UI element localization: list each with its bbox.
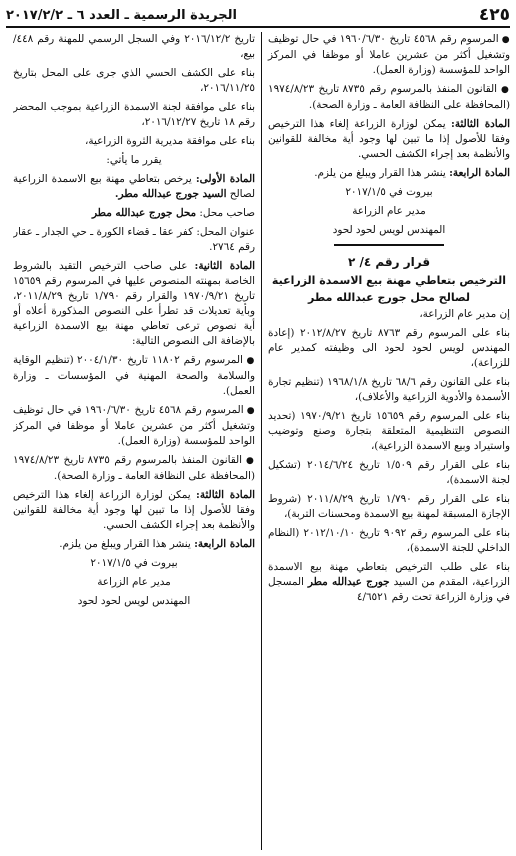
decision-intro: إن مدير عام الزراعة، xyxy=(419,308,510,320)
recital: بناء على موافقة مديرية الثروة الزراعية، xyxy=(85,135,255,147)
article-text: يمكن لوزارة الزراعة إلغاء هذا الترخيص وفقا للأصول إذا ما تبين لها وجود أية مخالفة للقوانين والأنظمة بعد إجراء الكشف الحسي. xyxy=(268,118,510,160)
law-item: ● القانون المنفذ بالمرسوم رقم ٨٧٣٥ تاريخ ١٩٧٤/٨/٢٣ (المحافظة على النظافة العامة ـ وزارة الصحة). xyxy=(268,82,510,113)
shop-owner xyxy=(13,206,255,221)
recital: بناء على المرسوم رقم ٨٧٦٣ تاريخ ٢٠١٢/٨/٢٧ (إعادة المهندس لويس لحود لحود الى وظيفته كمدير عام للزراعة)، xyxy=(268,327,510,369)
recital: بناء على الكشف الحسي الذي جرى على المحل بتاريخ ٢٠١٦/١١/٢٥، xyxy=(13,67,255,94)
shop-address: عنوان المحل: كفر عقا ـ قضاء الكورة ـ حي الجدار ـ عقار رقم ٢٧٦٤. xyxy=(13,226,255,253)
recital: بناء على القرار رقم ١/٧٩٠ تاريخ ٢٠١١/٨/٢٩ (شروط الإجازة المسبقة لمهنة بيع الاسمدة ومحسنات التربة)، xyxy=(268,493,510,520)
decision-subtitle-2: لصالح محل جورج عبدالله مطر xyxy=(308,291,470,304)
article-four xyxy=(13,537,255,552)
columns xyxy=(6,32,510,850)
article-three xyxy=(268,117,510,162)
column-rule xyxy=(261,32,262,850)
article-text: يرخص بتعاطي مهنة بيع الاسمدة الزراعية لصالح xyxy=(13,173,255,200)
article-label: المادة الرابعة: xyxy=(449,167,510,179)
recital: بناء على المرسوم رقم ١٥٦٥٩ تاريخ ١٩٧٠/٩/٢١ (تحديد النصوص التنظيمية المتعلقة بتجارة وصنع وتوضيب واستيراد وبيع الاسمدة الزراعية)، xyxy=(268,410,510,452)
article-text: يمكن لوزارة الزراعة إلغاء هذا الترخيص وفقا للأصول إذا ما تبين لها وجود أية مخالفة للقوانين والأنظمة بعد إجراء الكشف الحسي. xyxy=(13,489,255,531)
right-column xyxy=(262,32,510,850)
recital: بناء على موافقة لجنة الاسمدة الزراعية بموجب المحضر رقم ١٨ تاريخ ٢٠١٦/١٢/٢٧، xyxy=(13,101,255,128)
page-number: ٤٢٥ xyxy=(478,5,510,25)
article-label: المادة الرابعة: xyxy=(194,538,255,550)
article-four xyxy=(268,166,510,181)
owner-label: صاحب محل: xyxy=(196,207,255,219)
article-three xyxy=(13,488,255,533)
recital: بناء على القانون رقم ٦٨/٦ تاريخ ١٩٦٨/١/٨ (تنظيم تجارة الأسمدة والأدوية الزراعية والأعلاف)، xyxy=(268,376,510,403)
decree-item: ● المرسوم رقم ٤٥٦٨ تاريخ ١٩٦٠/٦/٣٠ في حال توظيف وتشغيل أكثر من عشرين عاملا أو موظفا في المركز الواحد للمؤسسة (وزارة العمل). xyxy=(268,32,510,78)
article-label: المادة الثانية: xyxy=(194,260,255,272)
recital-text: بناء على طلب الترخيص بتعاطي مهنة بيع الاسمدة الزراعية، المقدم من السيد xyxy=(268,561,510,588)
article-label: المادة الأولى: xyxy=(195,173,255,185)
recital: تاريخ ٢٠١٦/١٢/٢ وفي السجل الرسمي للمهنة رقم ٤٤٨/ بيع، xyxy=(13,33,255,60)
owner-name: محل جورج عبدالله مطر xyxy=(91,207,197,219)
signature-title: مدير عام الزراعة xyxy=(97,576,171,588)
recital: بناء على المرسوم رقم ٩٠٩٢ تاريخ ٢٠١٢/١٠/١٠ (النظام الداخلي للجنة الاسمدة)، xyxy=(268,527,510,554)
article-text: ينشر هذا القرار ويبلغ من يلزم. xyxy=(314,167,450,179)
article-text: على صاحب الترخيص التقيد بالشروط الخاصة بمهنته المنصوص عليها في المرسوم رقم ١٥٦٥٩ تاريخ ١٩٧٠/٩/٢١ والقرار رقم ١/٧٩٠ تاريخ ٢٠١١/٨/٢٩، وبأية تعديلات قد تطرأ على النصوص المذكورة أعلاه أو أية نصوص ترعى تعاطي مهنة بيع الاسمدة الزراعية بالإضافة الى النصوص التالية: xyxy=(13,260,255,347)
article-label: المادة الثالثة: xyxy=(451,118,510,130)
law-item: ● القانون المنفذ بالمرسوم رقم ٨٧٣٥ تاريخ ١٩٧٤/٨/٢٣ (المحافظة على النظافة العامة ـ وزارة الصحة). xyxy=(13,453,255,484)
recital xyxy=(268,560,510,605)
article-two xyxy=(13,259,255,349)
article-text: ينشر هذا القرار ويبلغ من يلزم. xyxy=(59,538,195,550)
left-column xyxy=(13,32,261,850)
applicant-name: جورج عبدالله مطر xyxy=(307,576,390,588)
decree-item: ● المرسوم رقم ١١٨٠٢ تاريخ ٢٠٠٤/١/٣٠ (تنظيم الوقاية والسلامة والصحة المهنية في المؤسسات ـ وزارة العمل). xyxy=(13,353,255,399)
page-header xyxy=(6,4,510,28)
decree-item: ● المرسوم رقم ٤٥٦٨ تاريخ ١٩٦٠/٦/٣٠ في حال توظيف وتشغيل أكثر من عشرين عاملا أو موظفا في المركز الواحد للمؤسسة (وزارة العمل). xyxy=(13,403,255,449)
article-one xyxy=(13,172,255,202)
signature-title: مدير عام الزراعة xyxy=(352,205,426,217)
decision-subtitle: الترخيص بتعاطي مهنة بيع الاسمدة الزراعية xyxy=(271,274,507,287)
recital-text: المسجل في وزارة الزراعة تحت رقم ٤/٦٥٢١ xyxy=(268,576,510,603)
signature-date: بيروت في ٢٠١٧/١/٥ xyxy=(90,557,178,569)
signature-date: بيروت في ٢٠١٧/١/٥ xyxy=(345,186,433,198)
signature-name: المهندس لويس لحود لحود xyxy=(332,224,446,236)
licensee-name: السيد جورج عبدالله مطر. xyxy=(114,188,227,200)
publication-title: الجريدة الرسمية ـ العدد ٦ ـ ٢٠١٧/٢/٢ xyxy=(6,7,237,23)
recital: بناء على القرار رقم ١/٥٠٩ تاريخ ٢٠١٤/٦/٢٤ (تشكيل لجنة الاسمدة)، xyxy=(268,459,510,486)
decides-line: يقرر ما يأتي: xyxy=(106,154,162,166)
article-label: المادة الثالثة: xyxy=(196,489,255,501)
decision-title: قرار رقم ٤/ ٢ xyxy=(347,255,431,269)
section-divider xyxy=(334,244,444,246)
signature-name: المهندس لويس لحود لحود xyxy=(77,595,191,607)
